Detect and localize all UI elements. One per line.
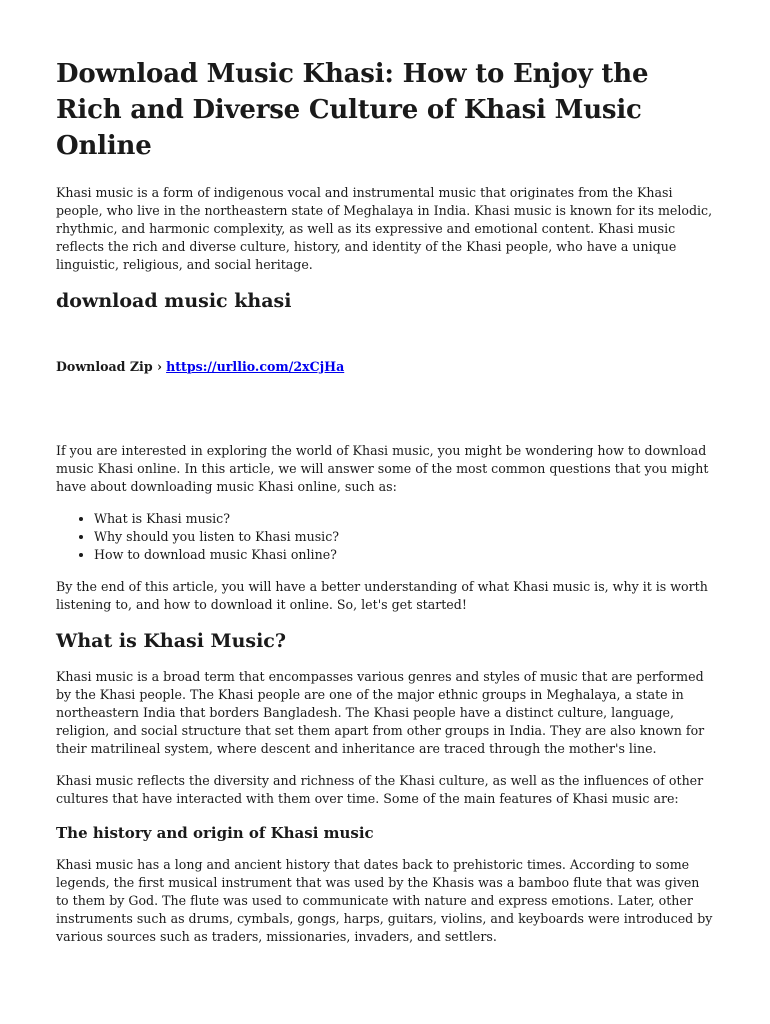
what-paragraph-1: Khasi music is a broad term that encompasses various genres and styles of music that are performed by the Khasi people. The Khasi people are one of the major ethnic groups in Meghalaya, a state in northeastern India that borders Bangladesh. The Khasi people have a distinct culture, language, religion, and social structure that set them apart from other groups in India. They are also known for their matrilineal system, where descent and inheritance are traced through the mother's line. [56,669,705,756]
download-line [56,358,714,376]
questions-intro-paragraph: If you are interested in exploring the world of Khasi music, you might be wondering how to download music Khasi online. In this article, we will answer some of the most common questions that you might have about downloading music Khasi online, such as: [56,443,709,494]
download-label: Download Zip › [56,359,163,374]
spacer [56,376,714,442]
keyword-heading: download music khasi [56,290,292,312]
history-paragraph: Khasi music has a long and ancient history that dates back to prehistoric times. According to some legends, the first musical instrument that was used by the Khasis was a bamboo flute that was given to them by God. The flute was used to communicate with nature and express emotions. Later, other instruments such as drums, cymbals, gongs, harps, guitars, violins, and keyboards were introduced by various sources such as traders, missionaries, invaders, and settlers. [56,857,713,944]
intro-paragraph: Khasi music is a form of indigenous vocal and instrumental music that originates from the Khasi people, who live in the northeastern state of Meghalaya in India. Khasi music is known for its melodic, rhythmic, and harmonic complexity, as well as its expressive and emotional content. Khasi music reflects the rich and diverse culture, history, and identity of the Khasi people, who have a unique linguistic, religious, and social heritage. [56,185,713,272]
outro-paragraph: By the end of this article, you will have a better understanding of what Khasi music is, why it is worth listening to, and how to download it online. So, let's get started! [56,579,708,612]
questions-list [56,510,714,564]
what-paragraph-2: Khasi music reflects the diversity and richness of the Khasi culture, as well as the influences of other cultures that have interacted with them over time. Some of the main features of Khasi music are: [56,773,704,806]
download-link[interactable]: https://urllio.com/2xCjHa [166,359,345,374]
list-item: • How to download music Khasi online? [94,546,714,564]
list-item: • Why should you listen to Khasi music? [94,528,714,546]
section-heading-what: What is Khasi Music? [56,630,287,652]
list-item: • What is Khasi music? [94,510,714,528]
article-title: Download Music Khasi: How to Enjoy the Rich and Diverse Culture of Khasi Music Online [56,59,649,161]
section-heading-history: The history and origin of Khasi music [56,824,374,842]
